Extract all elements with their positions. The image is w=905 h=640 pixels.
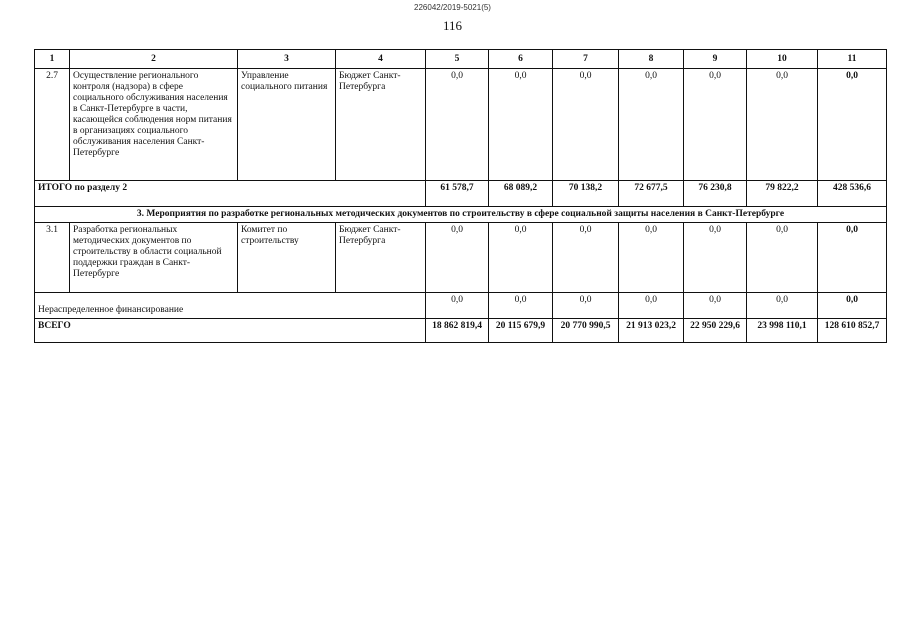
value-cell: 20 770 990,5 <box>553 319 619 343</box>
column-header: 8 <box>619 50 684 69</box>
page-number: 116 <box>442 18 463 33</box>
value-cell: 0,0 <box>747 223 818 293</box>
value-cell: 23 998 110,1 <box>747 319 818 343</box>
unallocated-row <box>35 293 887 319</box>
column-header: 9 <box>684 50 747 69</box>
value-cell: 18 862 819,4 <box>426 319 489 343</box>
section-total-label: ИТОГО по разделу 2 <box>35 181 426 207</box>
activity-name: Осуществление регионального контроля (надзора) в сфере социального обслуживания населения в Санкт-Петербурге в части, касающейся соблюдения норм питания в организациях социального обслуживания населения Санкт-Петербурге <box>70 69 238 181</box>
column-header: 7 <box>553 50 619 69</box>
funding-source: Бюджет Санкт-Петербурга <box>336 69 426 181</box>
column-header: 10 <box>747 50 818 69</box>
value-cell: 79 822,2 <box>747 181 818 207</box>
value-cell-total: 128 610 852,7 <box>818 319 887 343</box>
value-cell: 0,0 <box>426 293 489 319</box>
value-cell: 22 950 229,6 <box>684 319 747 343</box>
value-cell: 21 913 023,2 <box>619 319 684 343</box>
row-number: 3.1 <box>35 223 70 293</box>
value-cell: 0,0 <box>619 293 684 319</box>
grand-total-label: ВСЕГО <box>35 319 426 343</box>
value-cell: 0,0 <box>553 223 619 293</box>
funding-source: Бюджет Санкт-Петербурга <box>336 223 426 293</box>
table-row <box>35 223 887 293</box>
value-cell: 0,0 <box>426 69 489 181</box>
value-cell: 0,0 <box>684 293 747 319</box>
column-header: 4 <box>336 50 426 69</box>
value-cell: 0,0 <box>489 69 553 181</box>
value-cell: 0,0 <box>747 293 818 319</box>
value-cell: 20 115 679,9 <box>489 319 553 343</box>
row-number: 2.7 <box>35 69 70 181</box>
table-row <box>35 69 887 181</box>
executor: Управление социального питания <box>238 69 336 181</box>
value-cell-total: 0,0 <box>818 293 887 319</box>
value-cell: 76 230,8 <box>684 181 747 207</box>
value-cell: 0,0 <box>553 69 619 181</box>
unallocated-label: Нераспределенное финансирование <box>35 293 426 319</box>
value-cell: 0,0 <box>553 293 619 319</box>
value-cell: 0,0 <box>619 69 684 181</box>
column-header: 11 <box>818 50 887 69</box>
section-header-row <box>35 207 887 223</box>
column-header: 1 <box>35 50 70 69</box>
grand-total-row <box>35 319 887 343</box>
column-header: 6 <box>489 50 553 69</box>
value-cell: 0,0 <box>489 293 553 319</box>
value-cell: 0,0 <box>747 69 818 181</box>
executor: Комитет по строительству <box>238 223 336 293</box>
value-cell: 0,0 <box>489 223 553 293</box>
column-header: 5 <box>426 50 489 69</box>
value-cell: 61 578,7 <box>426 181 489 207</box>
value-cell-total: 428 536,6 <box>818 181 887 207</box>
section-title: 3. Мероприятия по разработке региональных методических документов по строительству в сфере социальной защиты населения в Санкт-Петербурге <box>35 207 887 223</box>
value-cell-total: 0,0 <box>818 69 887 181</box>
value-cell: 0,0 <box>684 223 747 293</box>
value-cell: 70 138,2 <box>553 181 619 207</box>
section-total-row <box>35 181 887 207</box>
value-cell: 68 089,2 <box>489 181 553 207</box>
value-cell: 0,0 <box>684 69 747 181</box>
value-cell-total: 0,0 <box>818 223 887 293</box>
column-header: 2 <box>70 50 238 69</box>
value-cell: 0,0 <box>619 223 684 293</box>
document-registration-id: 226042/2019-5021(5) <box>414 3 491 12</box>
value-cell: 72 677,5 <box>619 181 684 207</box>
activity-name: Разработка региональных методических документов по строительству в области социальной поддержки граждан в Санкт-Петербурге <box>70 223 238 293</box>
column-header: 3 <box>238 50 336 69</box>
value-cell: 0,0 <box>426 223 489 293</box>
budget-table <box>34 49 887 343</box>
column-header-row <box>35 50 887 69</box>
